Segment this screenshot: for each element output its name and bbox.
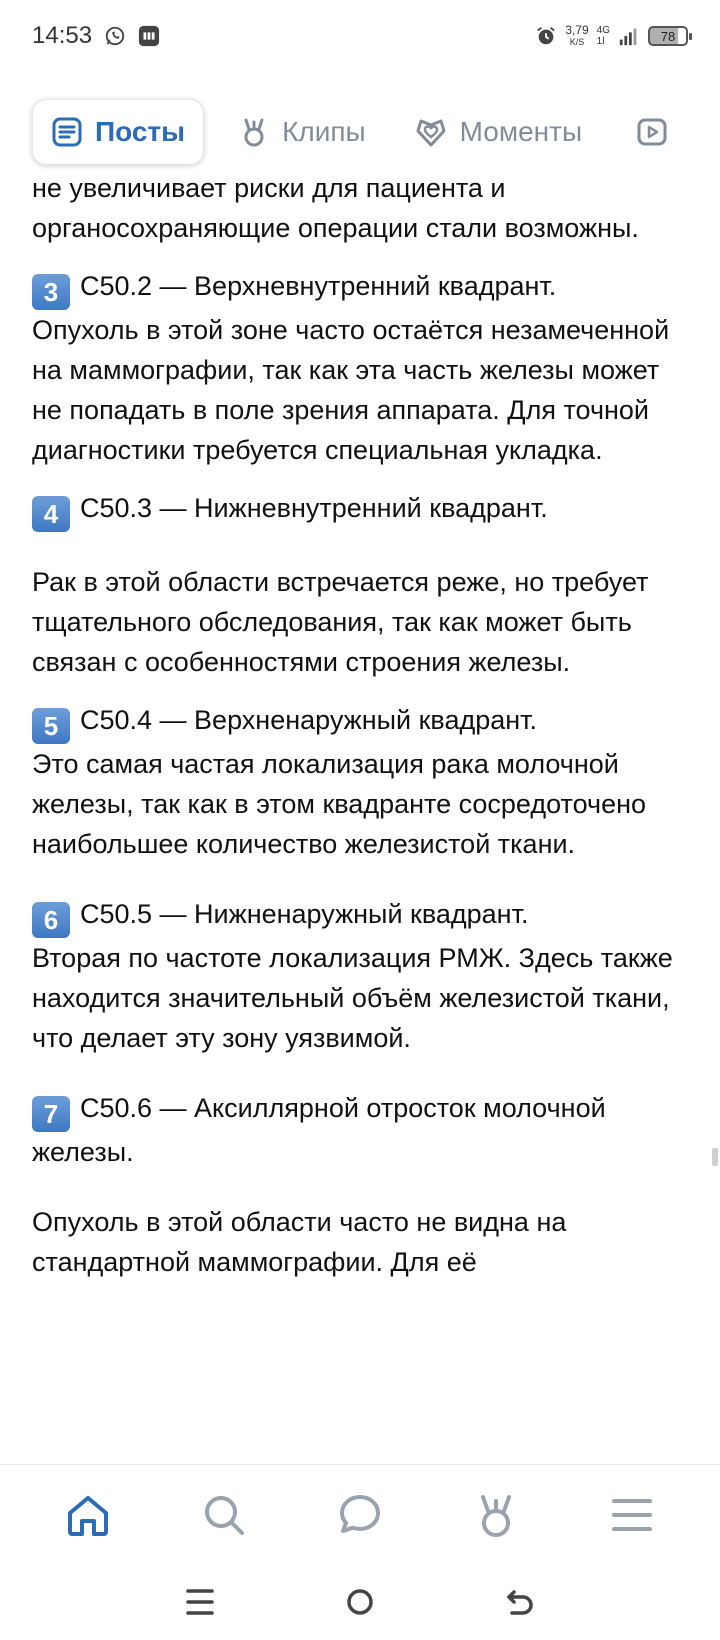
home-circle-icon xyxy=(344,1586,376,1618)
post-intro: не увеличивает риски для пациента и органосохраняющие операции стали возможны. xyxy=(32,173,639,243)
nav-menu[interactable] xyxy=(596,1479,668,1551)
home-icon xyxy=(64,1491,112,1539)
post-item-c50-6-text: Опухоль в этой области часто не видна на стандартной маммографии. Для её xyxy=(32,1207,567,1277)
nav-search[interactable] xyxy=(188,1479,260,1551)
clips-icon xyxy=(473,1491,519,1539)
item-text: Вторая по частоте локализация РМЖ. Здесь также находится значительный объём железистой ткани, что делает эту зону уязвимой. xyxy=(32,943,673,1053)
keycap-6-icon: 6 xyxy=(32,902,70,938)
post-item-c50-3-text: Рак в этой области встречается реже, но требует тщательного обследования, так как может быть связан с особенностями строения железы. xyxy=(32,567,649,677)
item-heading: C50.6 — Аксиллярной отросток молочной железы. xyxy=(32,1093,606,1167)
post-item-c50-2 xyxy=(32,266,692,470)
system-navigation xyxy=(0,1564,720,1640)
network-type-top: 4G xyxy=(596,25,610,36)
alarm-icon xyxy=(535,25,557,47)
post-item-c50-4 xyxy=(32,700,692,864)
posts-icon xyxy=(51,116,83,148)
nav-home[interactable] xyxy=(52,1479,124,1551)
tab-moments-label: Моменты xyxy=(459,116,583,147)
item-heading: C50.3 — Нижневнутренний квадрант. xyxy=(80,493,548,523)
moments-icon xyxy=(414,115,448,149)
recents-button[interactable] xyxy=(176,1578,224,1626)
bottom-navigation xyxy=(0,1464,720,1564)
keycap-4-icon: 4 xyxy=(32,496,70,532)
network-speed-value: 3,79 xyxy=(565,23,589,37)
status-left xyxy=(32,22,160,50)
tab-clips[interactable] xyxy=(220,100,384,164)
post-item-c50-3-heading xyxy=(32,488,692,532)
vk-notification-icon xyxy=(138,25,160,47)
keycap-7-icon: 7 xyxy=(32,1096,70,1132)
nav-clips[interactable] xyxy=(460,1479,532,1551)
keycap-3-icon: 3 xyxy=(32,274,70,310)
network-speed-unit: K/S xyxy=(569,37,585,47)
messages-icon xyxy=(336,1491,384,1539)
whatsapp-icon xyxy=(104,25,126,47)
clips-icon xyxy=(238,116,270,148)
tab-clips-label: Клипы xyxy=(282,116,366,147)
tab-posts[interactable] xyxy=(32,99,204,165)
item-heading: C50.5 — Нижненаружный квадрант. xyxy=(80,899,529,929)
content-tabs xyxy=(0,96,720,168)
menu-icon xyxy=(610,1495,654,1535)
item-heading: C50.4 — Верхненаружный квадрант. xyxy=(80,705,538,735)
signal-icon xyxy=(618,25,640,47)
home-system-button[interactable] xyxy=(336,1578,384,1626)
status-time: 14:53 xyxy=(32,22,93,49)
post-content xyxy=(32,168,692,1464)
item-text: Это самая частая локализация рака молочной железы, так как в этом квадранте сосредоточено наибольшее количество железистой ткани. xyxy=(32,749,647,859)
network-type-bottom: 1l xyxy=(596,36,605,47)
network-speed xyxy=(565,24,588,48)
battery-indicator: 78 xyxy=(648,26,688,46)
item-text: Опухоль в этой зоне часто остаётся незамеченной на маммографии, так как эта часть железы может не попадать в поле зрения аппарата. Для точной диагностики требуется специальная укладка. xyxy=(32,315,670,465)
back-button[interactable] xyxy=(496,1578,544,1626)
status-right xyxy=(535,24,688,48)
post-item-c50-5 xyxy=(32,894,692,1058)
post-item-c50-6-heading xyxy=(32,1088,692,1172)
item-heading: C50.2 — Верхневнутренний квадрант. xyxy=(80,271,557,301)
tab-moments[interactable] xyxy=(396,100,600,164)
search-icon xyxy=(201,1492,247,1538)
nav-messages[interactable] xyxy=(324,1479,396,1551)
network-type xyxy=(597,25,610,47)
tab-posts-label: Посты xyxy=(95,116,186,147)
keycap-5-icon: 5 xyxy=(32,708,70,744)
recents-icon xyxy=(184,1587,216,1617)
video-icon xyxy=(636,116,668,148)
tab-video[interactable] xyxy=(618,100,686,164)
status-bar xyxy=(0,0,720,72)
scrollbar-thumb[interactable] xyxy=(712,1148,718,1166)
back-icon xyxy=(504,1586,536,1618)
